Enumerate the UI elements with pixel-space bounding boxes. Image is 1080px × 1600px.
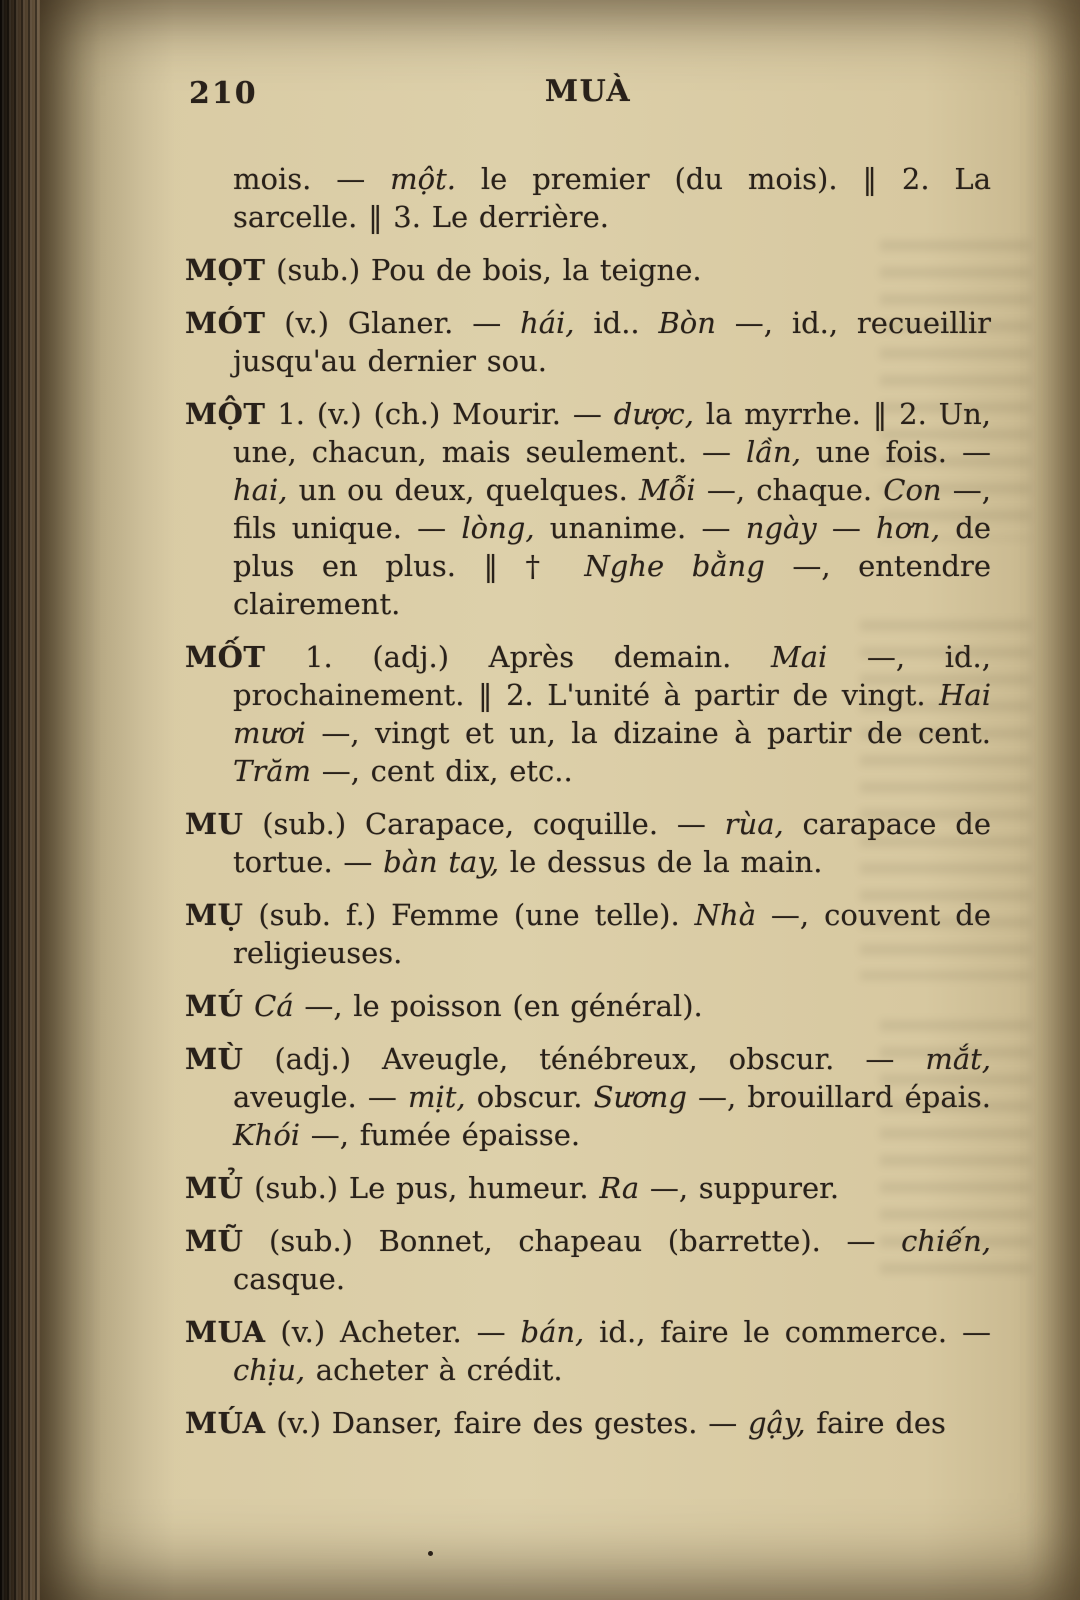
vietnamese-term: dược, bbox=[613, 397, 694, 431]
vietnamese-term: Khói bbox=[233, 1118, 301, 1152]
definition-text: —, couvent de religieuses. bbox=[233, 898, 991, 970]
definition-text: —, fumée épaisse. bbox=[300, 1118, 581, 1152]
definition-text: —, entendre clairement. bbox=[233, 549, 992, 621]
definition-text: (v.) Acheter. — bbox=[280, 1315, 521, 1349]
definition-text: une fois. — bbox=[800, 435, 991, 469]
entries bbox=[185, 160, 991, 1442]
definition-text: (sub. f.) Femme (une telle). bbox=[258, 898, 695, 932]
definition-text: —, chaque. bbox=[695, 473, 884, 507]
entry-headword: MỤ bbox=[185, 898, 244, 932]
page-number: 210 bbox=[189, 76, 258, 111]
entry-headword: MU bbox=[185, 807, 244, 841]
vietnamese-term: Hai mươi bbox=[233, 678, 991, 750]
vietnamese-term: ngày bbox=[745, 511, 817, 545]
vietnamese-term: Mai bbox=[771, 640, 828, 674]
entry-headword: MÙ bbox=[185, 1042, 244, 1076]
definition-text: 1. (v.) (ch.) Mourir. — bbox=[277, 397, 614, 431]
definition-text: le dessus de la main. bbox=[499, 845, 823, 879]
vietnamese-term: Bòn bbox=[658, 306, 716, 340]
dictionary-entry bbox=[185, 987, 991, 1025]
definition-text: le premier (du mois). ‖ 2. La sarcelle. ‖ 3. Le derrière. bbox=[233, 162, 991, 234]
entry-headword: MŨ bbox=[185, 1224, 244, 1258]
definition-text: id., faire le commerce. — bbox=[584, 1315, 991, 1349]
dictionary-entry bbox=[185, 1313, 991, 1389]
entry-headword: MÚ bbox=[185, 989, 244, 1023]
vietnamese-term: Trăm bbox=[233, 754, 311, 788]
definition-text: (v.) Danser, faire des gestes. — bbox=[276, 1406, 748, 1440]
vietnamese-term: mịt, bbox=[408, 1080, 466, 1114]
definition-text: (sub.) Carapace, coquille. — bbox=[262, 807, 725, 841]
definition-text: mois. — bbox=[233, 162, 391, 196]
vietnamese-term: hái, bbox=[520, 306, 575, 340]
dictionary-entry bbox=[185, 805, 991, 881]
dictionary-entry bbox=[185, 160, 991, 236]
vietnamese-term: Sương bbox=[593, 1080, 687, 1114]
definition-text: (v.) Glaner. — bbox=[284, 306, 521, 340]
entry-headword: MỐT bbox=[185, 640, 266, 674]
definition-text: —, brouillard épais. bbox=[686, 1080, 991, 1114]
vietnamese-term: Con bbox=[883, 473, 942, 507]
definition-text: —, id., prochainement. ‖ 2. L'unité à partir de vingt. bbox=[233, 640, 991, 712]
entry-headword: MỦ bbox=[185, 1171, 244, 1205]
definition-text: casque. bbox=[233, 1262, 346, 1296]
vietnamese-term: Nhà bbox=[694, 898, 756, 932]
vietnamese-term: rùa, bbox=[724, 807, 784, 841]
definition-text: id.. bbox=[574, 306, 659, 340]
definition-text: —, le poisson (en général). bbox=[293, 989, 703, 1023]
entry-headword: MUA bbox=[185, 1315, 266, 1349]
vietnamese-term: hơn, bbox=[876, 511, 941, 545]
dictionary-entry bbox=[185, 1404, 991, 1442]
dictionary-entry bbox=[185, 1222, 991, 1298]
entry-headword: MÓT bbox=[185, 306, 266, 340]
vietnamese-term: lòng, bbox=[461, 511, 535, 545]
definition-text: (adj.) Aveugle, ténébreux, obscur. — bbox=[274, 1042, 926, 1076]
definition-text: —, id., recueillir jusqu'au dernier sou. bbox=[233, 306, 992, 378]
dictionary-entry bbox=[185, 1040, 991, 1154]
definition-text: unanime. — bbox=[534, 511, 746, 545]
page-content bbox=[185, 74, 991, 1457]
dictionary-entry bbox=[185, 896, 991, 972]
definition-text: obscur. bbox=[465, 1080, 594, 1114]
definition-text: (sub.) Le pus, humeur. bbox=[254, 1171, 600, 1205]
ink-dot bbox=[428, 1551, 433, 1556]
definition-text: (sub.) Bonnet, chapeau (barrette). — bbox=[269, 1224, 902, 1258]
vietnamese-term: một. bbox=[390, 162, 456, 196]
dictionary-entry bbox=[185, 1169, 991, 1207]
vietnamese-term: chiến, bbox=[901, 1224, 991, 1258]
definition-text: un ou deux, quelques. bbox=[287, 473, 639, 507]
definition-text: —, cent dix, etc.. bbox=[311, 754, 573, 788]
page-title: MUÀ bbox=[544, 74, 632, 109]
vietnamese-term: Mỗi bbox=[638, 473, 696, 507]
dictionary-entry bbox=[185, 638, 991, 790]
vietnamese-term: Cá bbox=[254, 989, 294, 1023]
dictionary-entry bbox=[185, 304, 991, 380]
vietnamese-term: hai, bbox=[233, 473, 288, 507]
vietnamese-term: bán, bbox=[520, 1315, 585, 1349]
running-header bbox=[185, 74, 991, 116]
dictionary-entry bbox=[185, 251, 991, 289]
dictionary-entry bbox=[185, 395, 991, 623]
definition-text: carapace de tortue. — bbox=[233, 807, 991, 879]
vietnamese-term: lần, bbox=[746, 435, 801, 469]
book-binding-edge bbox=[0, 0, 40, 1600]
definition-text: —, suppurer. bbox=[639, 1171, 840, 1205]
vietnamese-term: gậy, bbox=[747, 1406, 806, 1440]
definition-text: acheter à crédit. bbox=[305, 1353, 563, 1387]
entry-headword: MỌT bbox=[185, 253, 266, 287]
entry-headword: MỘT bbox=[185, 397, 266, 431]
vietnamese-term: Ra bbox=[599, 1171, 640, 1205]
definition-text: de plus en plus. ‖ † bbox=[233, 511, 992, 583]
definition-text: aveugle. — bbox=[233, 1080, 408, 1114]
vietnamese-term: Nghe bằng bbox=[584, 549, 765, 583]
definition-text: —, vingt et un, la dizaine à partir de cent. bbox=[305, 716, 991, 750]
entry-headword: MÚA bbox=[185, 1406, 266, 1440]
vietnamese-term: bàn tay, bbox=[383, 845, 500, 879]
vietnamese-term: mắt, bbox=[925, 1042, 991, 1076]
definition-text: (sub.) Pou de bois, la teigne. bbox=[276, 253, 702, 287]
definition-text: 1. (adj.) Après demain. bbox=[305, 640, 771, 674]
definition-text: — bbox=[816, 511, 877, 545]
definition-text: faire des bbox=[805, 1406, 946, 1440]
vietnamese-term: chịu, bbox=[233, 1353, 306, 1387]
definition-text: —, fils unique. — bbox=[233, 473, 992, 545]
definition-text: la myrrhe. ‖ 2. Un, une, chacun, mais seulement. — bbox=[233, 397, 992, 469]
